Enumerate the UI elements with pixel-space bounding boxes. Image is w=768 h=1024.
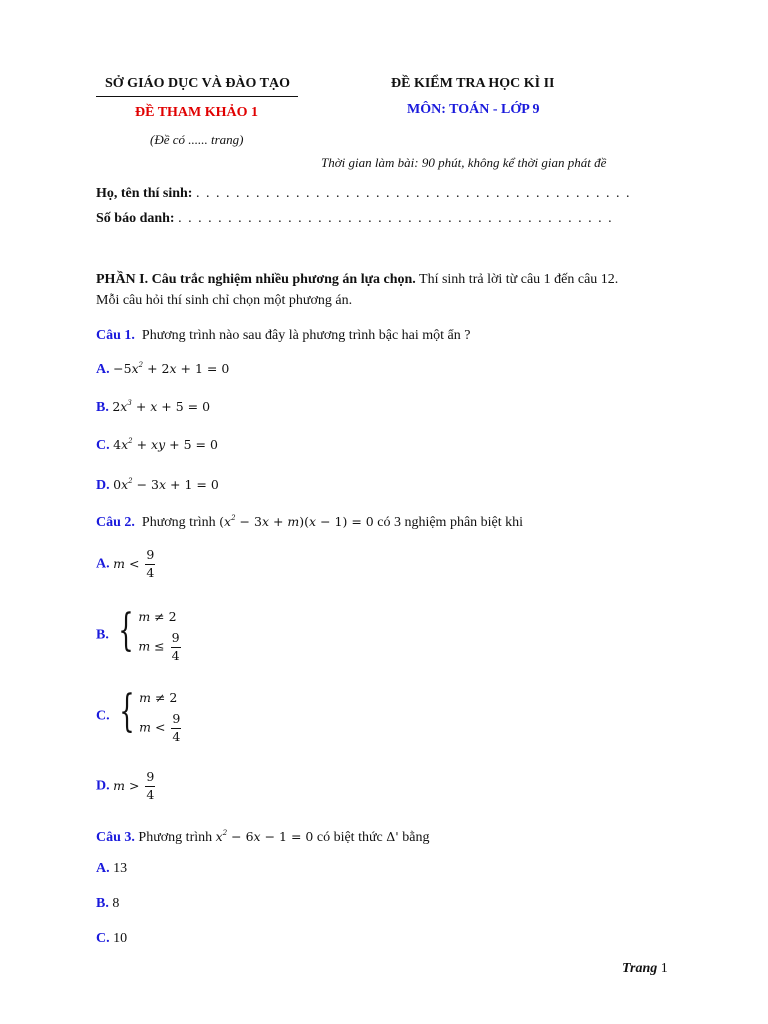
question-1-label: Câu 1.: [96, 328, 135, 343]
option-letter: C.: [96, 438, 110, 453]
option-letter: B.: [96, 627, 109, 643]
option-letter: C.: [96, 708, 110, 724]
option-value: 8: [112, 896, 120, 911]
q2-option-d: [96, 771, 155, 801]
q1-option-a: [96, 361, 229, 378]
q1-option-c: [96, 437, 218, 454]
question-1-text: Phương trình nào sau đây là phương trình bậc hai một ẩn ?: [141, 328, 471, 343]
q2-option-c: [96, 686, 181, 744]
header-divider: [96, 96, 298, 97]
option-value: 10: [113, 931, 128, 946]
page-label: Trang: [622, 961, 658, 976]
question-2-label: Câu 2.: [96, 515, 135, 530]
q1-option-a-formula: $-5x^2 + 2x + 1 = 0$: [113, 361, 230, 376]
q2-option-c-formula: { m ≠ 2 m < $\frac{9}{4}$: [119, 686, 181, 744]
time-note: Thời gian làm bài: 90 phút, không kể thời gian phát đề: [321, 155, 607, 170]
option-letter: C.: [96, 931, 110, 946]
q1-option-c-formula: $4x^2$ + xy + 5 = 0: [113, 437, 218, 452]
page-footer: [622, 961, 668, 977]
student-name-label: Họ, tên thí sinh:: [96, 186, 193, 201]
question-3-formula: $x^2 - 6x - 1 = 0$: [215, 829, 314, 844]
student-name-row: [96, 186, 631, 202]
delta-prime-symbol: Δ': [386, 829, 399, 844]
question-2-formula: $(x^2 - 3x + m)(x - 1) = 0$: [219, 514, 374, 529]
page-number: 1: [660, 961, 668, 976]
part1-title: PHẦN I. Câu trắc nghiệm nhiều phương án lựa chọn.: [96, 272, 416, 287]
q3-option-b: [96, 896, 119, 912]
q1-option-d: [96, 477, 219, 494]
student-id-row: [96, 211, 613, 227]
department-title: SỞ GIÁO DỤC VÀ ĐÀO TẠO: [105, 76, 291, 91]
q1-option-b-formula: $2x^3 + x + 5 = 0$: [112, 399, 211, 414]
student-name-dots: . . . . . . . . . . . . . . . . . . . . . . . . . . . . . . . . . . . . . . . . . . . .: [195, 186, 631, 201]
part1-instruction-2: Mỗi câu hỏi thí sinh chỉ chọn một phương án.: [96, 293, 353, 308]
option-letter: A.: [96, 556, 110, 572]
question-3-text-after: bằng: [402, 830, 430, 845]
pages-note: (Đề có ...... trang): [150, 132, 244, 147]
q3-option-a: [96, 861, 127, 877]
question-3: [96, 829, 429, 846]
q2-option-a-formula: m < $\frac{9}{4}$: [113, 547, 155, 580]
option-letter: D.: [96, 478, 110, 493]
q1-option-b: [96, 399, 210, 416]
option-letter: A.: [96, 861, 110, 876]
question-2-text-after: có 3 nghiệm phân biệt khi: [377, 515, 524, 530]
q1-option-d-formula: $0x^2 - 3x + 1 = 0$: [113, 477, 219, 492]
part1-instruction: Thí sinh trả lời từ câu 1 đến câu 12.: [415, 272, 619, 287]
question-1: [96, 328, 471, 344]
question-2: [96, 514, 523, 531]
option-letter: A.: [96, 362, 110, 377]
question-3-label: Câu 3.: [96, 830, 135, 845]
option-value: 13: [113, 861, 128, 876]
question-3-text-before: Phương trình: [138, 830, 213, 845]
option-letter: B.: [96, 896, 109, 911]
q3-option-c: [96, 931, 127, 947]
student-id-label: Số báo danh:: [96, 211, 175, 226]
q2-option-b-formula: { m ≠ 2 m ≤ $\frac{9}{4}$: [118, 605, 180, 663]
part1-heading: [96, 272, 618, 288]
question-3-text-middle: có biệt thức: [316, 830, 383, 845]
subject-label: MÔN: TOÁN - LỚP 9: [407, 102, 540, 117]
option-letter: B.: [96, 400, 109, 415]
option-letter: D.: [96, 778, 110, 794]
exam-title: ĐỀ KIỂM TRA HỌC KÌ II: [391, 76, 555, 91]
q2-option-a: [96, 549, 155, 579]
q2-option-b: [96, 605, 181, 663]
q2-option-d-formula: m > $\frac{9}{4}$: [113, 769, 155, 802]
student-id-dots: . . . . . . . . . . . . . . . . . . . . . . . . . . . . . . . . . . . . . . . . . . . .: [178, 211, 614, 226]
question-2-text-before: Phương trình: [141, 515, 216, 530]
reference-label: ĐỀ THAM KHẢO 1: [135, 105, 259, 120]
